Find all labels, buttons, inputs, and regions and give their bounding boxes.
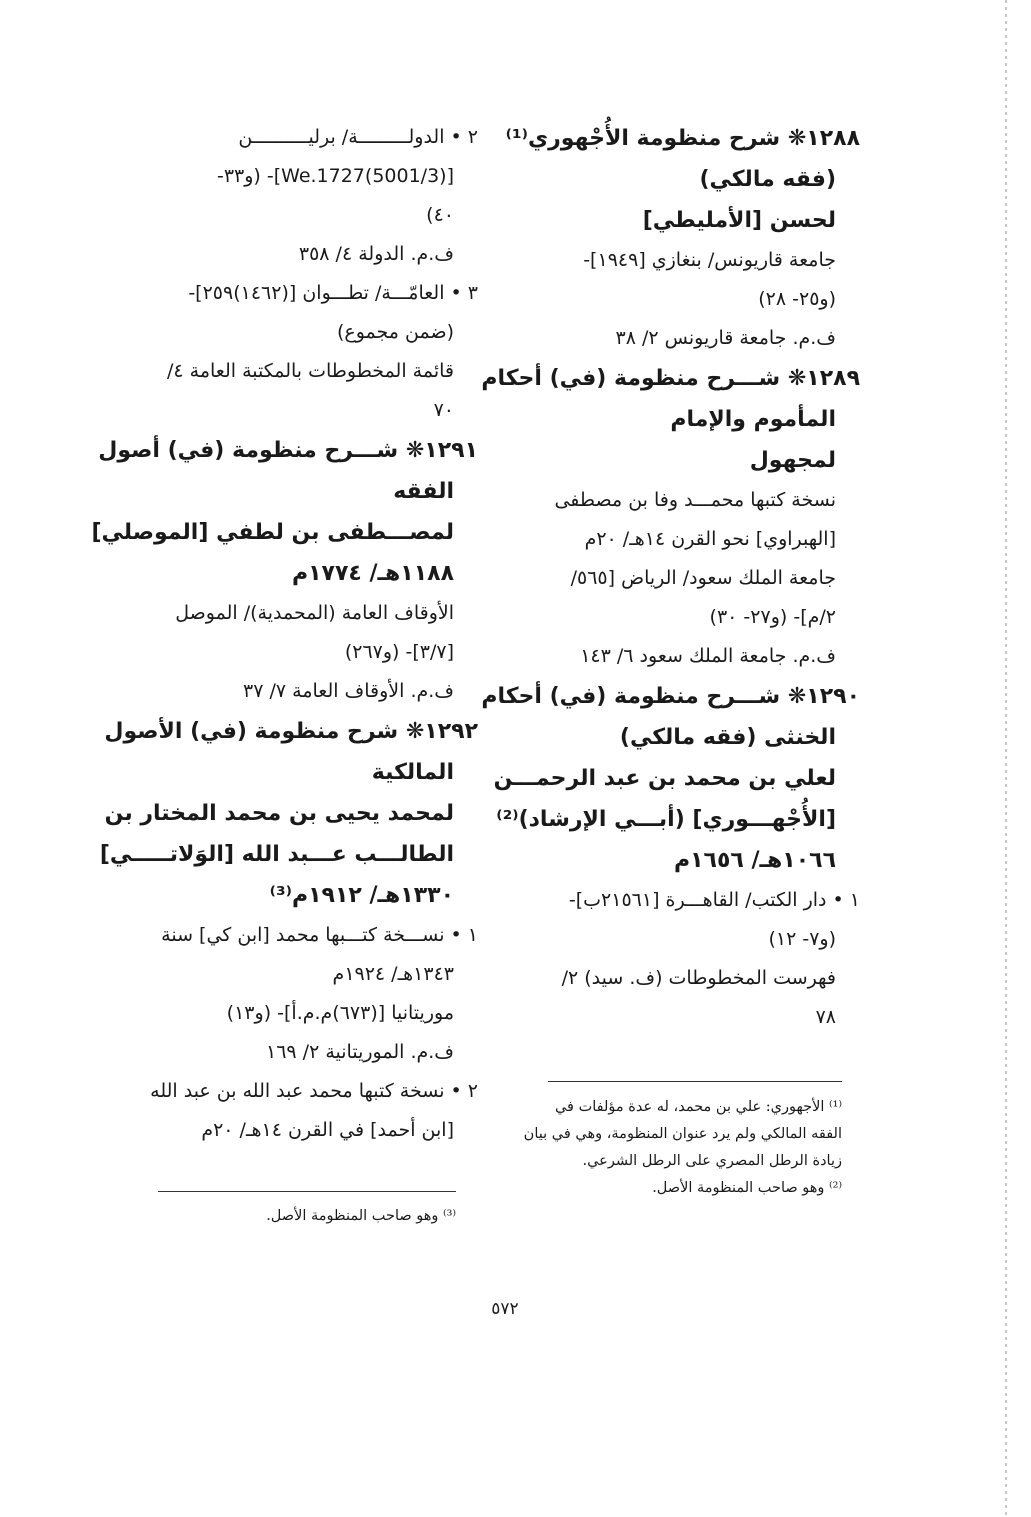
entry-1292-heading: ١٢٩٢❋ شرح منظومة (في) الأصول — [104, 719, 478, 744]
entry-1292-author-cont: الطالـــب عـــبد الله [الوَلاتـــــي] — [99, 842, 454, 867]
left-column — [91, 118, 478, 1150]
entry-1290-line: فهرست المخطوطات (ف. سيد) ٢/ — [561, 967, 836, 989]
entry-1291-line: ف.م. الأوقاف العامة ٧/ ٣٧ — [243, 680, 454, 702]
entry-1288-line: ف.م. جامعة قاريونس ٢/ ٣٨ — [615, 327, 836, 349]
entry-1290-cont-line: ٢ • الدولـــــــــة/ برليــــــــــن — [238, 126, 478, 148]
entry-1290-cont-line: [(5001/3)We.1727]- (و٣٣- — [216, 165, 454, 187]
entry-1289-line: ف.م. جامعة الملك سعود ٦/ ١٤٣ — [580, 645, 836, 667]
entry-1290-author: لعلي بن محمد بن عبد الرحمـــن — [493, 766, 836, 791]
entry-1290-cont-line: (ضمن مجموع) — [336, 321, 454, 343]
entry-1290-cont-line: قائمة المخطوطات بالمكتبة العامة ٤/ — [166, 360, 454, 382]
entry-1290-line: ٧٨ — [815, 1006, 836, 1028]
entry-1291-line: الأوقاف العامة (المحمدية)/ الموصل — [175, 602, 454, 624]
entry-1289-author: لمجهول — [749, 448, 836, 473]
entry-1292-line: ١ • نســـخة كتـــبها محمد [ابن كي] سنة — [161, 924, 478, 946]
footnote-1-line: زيادة الرطل المصري على الرطل الشرعي. — [582, 1153, 842, 1169]
entry-1289-heading: ١٢٨٩❋ شـــرح منظومة (في) أحكام — [481, 366, 860, 391]
entry-1292-line: موريتانيا [(٦٧٣)م.م.أ]- (و١٣) — [226, 1002, 454, 1024]
page-number: ٥٧٢ — [491, 1299, 519, 1319]
footnote-1-line: الفقه المالكي ولم يرد عنوان المنظومة، وهي في بيان — [523, 1126, 842, 1142]
entry-1291-heading: ١٢٩١❋ شـــرح منظومة (في) أصول — [98, 438, 478, 463]
entry-1288-line: (و٢٥- ٢٨) — [758, 288, 836, 310]
entry-1290-line: (و٧- ١٢) — [768, 928, 836, 950]
right-column — [481, 118, 860, 1037]
footnote-1-line: ⁽¹⁾ الأجهوري: علي بن محمد، له عدة مؤلفات في — [554, 1099, 842, 1115]
entry-1288-author: لحسن [الأمليطي] — [642, 208, 836, 233]
entry-1290-date: ١٠٦٦هـ/ ١٦٥٦م — [673, 848, 836, 873]
entry-1288-heading: ١٢٨٨❋ شرح منظومة الأُجْهوري⁽¹⁾ — [505, 126, 860, 151]
footnote-divider-right — [548, 1081, 842, 1082]
entry-1292-line: ف.م. الموريتانية ٢/ ١٦٩ — [266, 1041, 454, 1063]
entry-1292-author: لمحمد يحيى بن محمد المختار بن — [104, 801, 454, 826]
entry-1289-line: ٢/م]- (و٢٧- ٣٠) — [709, 606, 836, 628]
entry-1289-line: [الهبراوي] نحو القرن ١٤هـ/ ٢٠م — [584, 528, 836, 550]
entry-1288-line: جامعة قاريونس/ بنغازي [١٩٤٩]- — [583, 249, 836, 271]
entry-1290-cont-line: ٧٠ — [433, 399, 454, 421]
entry-1291-heading-cont: الفقه — [393, 479, 454, 504]
entry-1290-heading-cont: الخنثى (فقه مالكي) — [619, 725, 836, 750]
entry-1289-line: نسخة كتبها محمـــد وفا بن مصطفى — [554, 489, 836, 511]
entry-1292-date: ١٣٣٠هـ/ ١٩١٢م⁽³⁾ — [269, 883, 454, 908]
entry-1289-line: جامعة الملك سعود/ الرياض [٥٦٥/ — [570, 567, 836, 589]
footnote-2: ⁽²⁾ وهو صاحب المنظومة الأصل. — [652, 1180, 842, 1196]
entry-1292-line: [ابن أحمد] في القرن ١٤هـ/ ٢٠م — [201, 1119, 454, 1141]
entry-1290-cont-line: ٤٠) — [426, 204, 454, 226]
entry-1292-line: ١٣٤٣هـ/ ١٩٢٤م — [332, 963, 454, 985]
footnote-divider-left — [158, 1191, 456, 1192]
entry-1290-cont-line: ٣ • العامّـــة/ تطـــوان [(١٤٦٢)٢٥٩]- — [188, 282, 478, 304]
entry-1290-author-cont: [الأُجْهـــوري] (أبـــي الإرشاد)⁽²⁾ — [496, 807, 836, 832]
entry-1290-cont-line: ف.م. الدولة ٤/ ٣٥٨ — [298, 243, 454, 265]
entry-1289-heading-cont: المأموم والإمام — [670, 407, 836, 432]
footnotes-left — [200, 1203, 456, 1230]
entry-1290-line: ١ • دار الكتب/ القاهـــرة [٢١٥٦١ب]- — [568, 889, 860, 911]
footnote-3: ⁽³⁾ وهو صاحب المنظومة الأصل. — [266, 1208, 456, 1224]
entry-1290-heading: ١٢٩٠❋ شـــرح منظومة (في) أحكام — [481, 684, 860, 709]
entry-1288-subject: (فقه مالكي) — [699, 167, 836, 192]
entry-1291-author: لمصـــطفى بن لطفي [الموصلي] — [91, 520, 454, 545]
entry-1292-heading-cont: المالكية — [371, 760, 454, 785]
page-edge-margin — [1005, 0, 1007, 1517]
entry-1291-line: [٣/٧]- (و٢٦٧) — [344, 641, 454, 663]
entry-1291-date: ١١٨٨هـ/ ١٧٧٤م — [291, 561, 454, 586]
entry-1292-line: ٢ • نسخة كتبها محمد عبد الله بن عبد الله — [150, 1080, 478, 1102]
footnotes-right — [512, 1094, 842, 1202]
